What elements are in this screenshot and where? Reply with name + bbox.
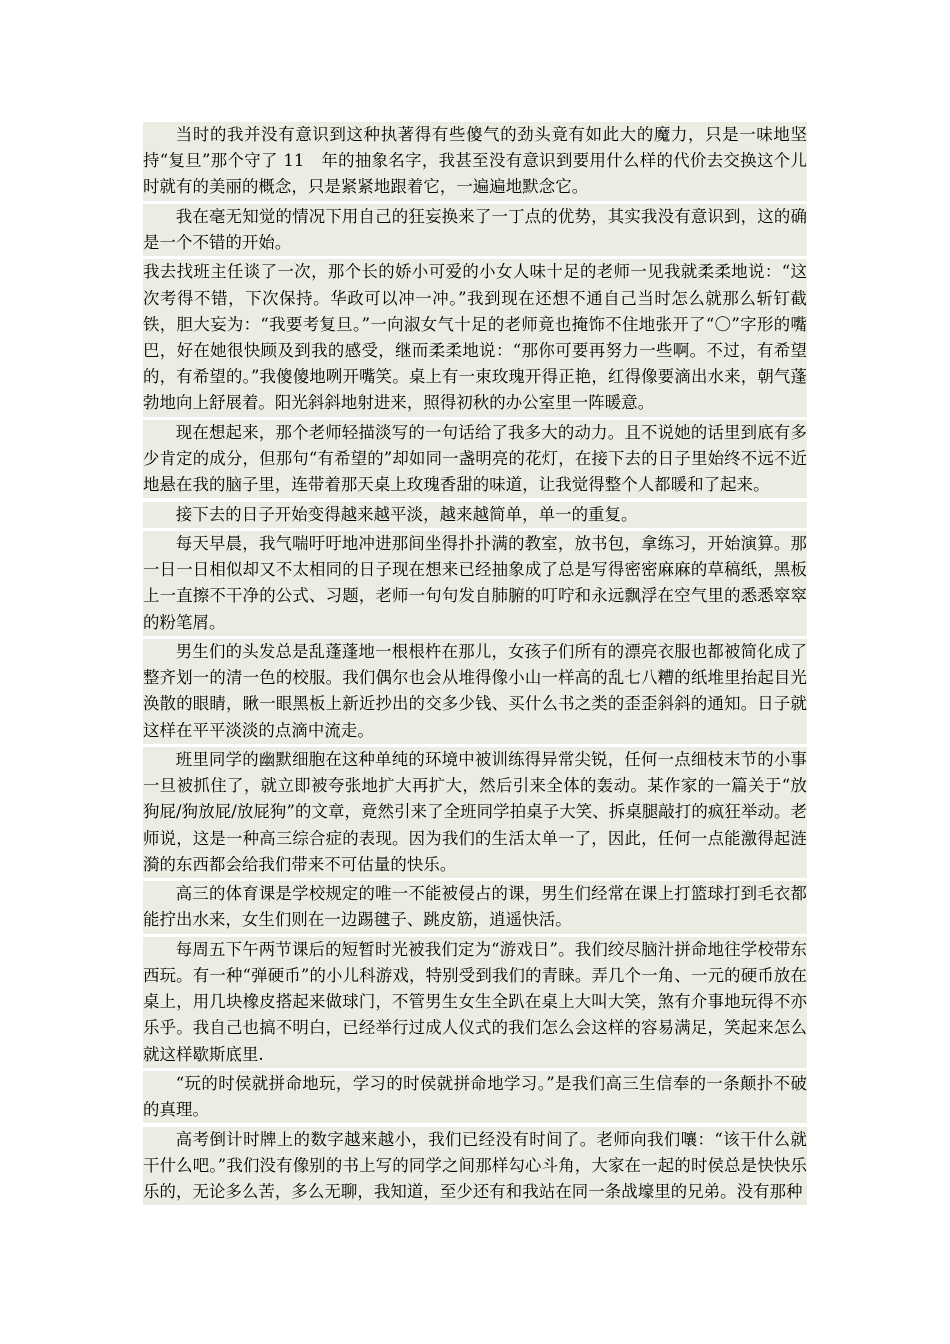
paragraph-7: 男生们的头发总是乱蓬蓬地一根根杵在那儿，女孩子们所有的漂亮衣服也都被简化成了整齐划一的清一色的校服。我们偶尔也会从堆得像小山一样高的乱七八糟的纸堆里抬起目光涣散的眼睛，瞅一眼黑板上新近抄出的交多少钱、买什么书之类的歪歪斜斜的通知。日子就这样在平平淡淡的点滴中流走。 — [143, 639, 807, 744]
paragraph-11: “玩的时侯就拼命地玩，学习的时侯就拼命地学习。”是我们高三生信奉的一条颠扑不破的真理。 — [143, 1071, 807, 1123]
paragraph-1: 当时的我并没有意识到这种执著得有些傻气的劲头竟有如此大的魔力，只是一味地坚持“复旦”那个守了 11 年的抽象名字，我甚至没有意识到要用什么样的代价去交换这个儿时就有的美丽的概念，只是紧紧地跟着它，一遍遍地默念它。 — [143, 122, 807, 201]
paragraph-10: 每周五下午两节课后的短暂时光被我们定为“游戏日”。我们绞尽脑汁拼命地往学校带东西玩。有一种“弹硬币”的小儿科游戏，特别受到我们的青睐。弄几个一角、一元的硬币放在桌上，用几块橡皮搭起来做球门，不管男生女生全趴在桌上大叫大笑，煞有介事地玩得不亦乐乎。我自己也搞不明白，已经举行过成人仪式的我们怎么会这样的容易满足，笑起来怎么就这样歇斯底里. — [143, 937, 807, 1068]
paragraph-9: 高三的体育课是学校规定的唯一不能被侵占的课，男生们经常在课上打篮球打到毛衣都能拧出水来，女生们则在一边踢毽子、跳皮筋，逍遥快活。 — [143, 881, 807, 933]
paragraph-12: 高考倒计时牌上的数字越来越小，我们已经没有时间了。老师向我们嚷：“该干什么就干什么吧。”我们没有像别的书上写的同学之间那样勾心斗角，大家在一起的时侯总是快快乐乐的，无论多么苦，多么无聊，我知道，至少还有和我站在同一条战壕里的兄弟。没有那种 — [143, 1127, 807, 1206]
paragraph-6: 每天早晨，我气喘吁吁地冲进那间坐得扑扑满的教室，放书包，拿练习，开始演算。那一日一日相似却又不太相同的日子现在想来已经抽象成了总是写得密密麻麻的草稿纸，黑板上一直擦不干净的公式、习题，老师一句句发自肺腑的叮咛和永远飘浮在空气里的悉悉窣窣的粉笔屑。 — [143, 531, 807, 636]
body-text — [143, 122, 807, 1205]
paragraph-3: 我去找班主任谈了一次，那个长的娇小可爱的小女人味十足的老师一见我就柔柔地说：“这次考得不错，下次保持。华政可以冲一冲。”我到现在还想不通自己当时怎么就那么斩钉截铁，胆大妄为：“我要考复旦。”一向淑女气十足的老师竟也掩饰不住地张开了“〇”字形的嘴巴，好在她很快顾及到我的感受，继而柔柔地说：“那你可要再努力一些啊。不过，有希望的，有希望的。”我傻傻地咧开嘴笑。桌上有一束玫瑰开得正艳，红得像要滴出水来，朝气蓬勃地向上舒展着。阳光斜斜地射进来，照得初秋的办公室里一阵暖意。 — [143, 259, 807, 416]
paragraph-5: 接下去的日子开始变得越来越平淡，越来越简单，单一的重复。 — [143, 502, 807, 528]
paragraph-4: 现在想起来，那个老师轻描淡写的一句话给了我多大的动力。且不说她的话里到底有多少肯定的成分，但那句“有希望的”却如同一盏明亮的花灯，在接下去的日子里始终不远不近地悬在我的脑子里，连带着那天桌上玫瑰香甜的味道，让我觉得整个人都暖和了起来。 — [143, 420, 807, 499]
paragraph-2: 我在毫无知觉的情况下用自己的狂妄换来了一丁点的优势，其实我没有意识到，这的确是一个不错的开始。 — [143, 204, 807, 256]
paragraph-8: 班里同学的幽默细胞在这种单纯的环境中被训练得异常尖锐，任何一点细枝末节的小事一旦被抓住了，就立即被夸张地扩大再扩大，然后引来全体的轰动。某作家的一篇关于“放狗屁/狗放屁/放屁狗”的文章，竟然引来了全班同学拍桌子大笑、拆桌腿敲打的疯狂举动。老师说，这是一种高三综合症的表现。因为我们的生活太单一了，因此，任何一点能激得起涟漪的东西都会给我们带来不可估量的快乐。 — [143, 747, 807, 878]
